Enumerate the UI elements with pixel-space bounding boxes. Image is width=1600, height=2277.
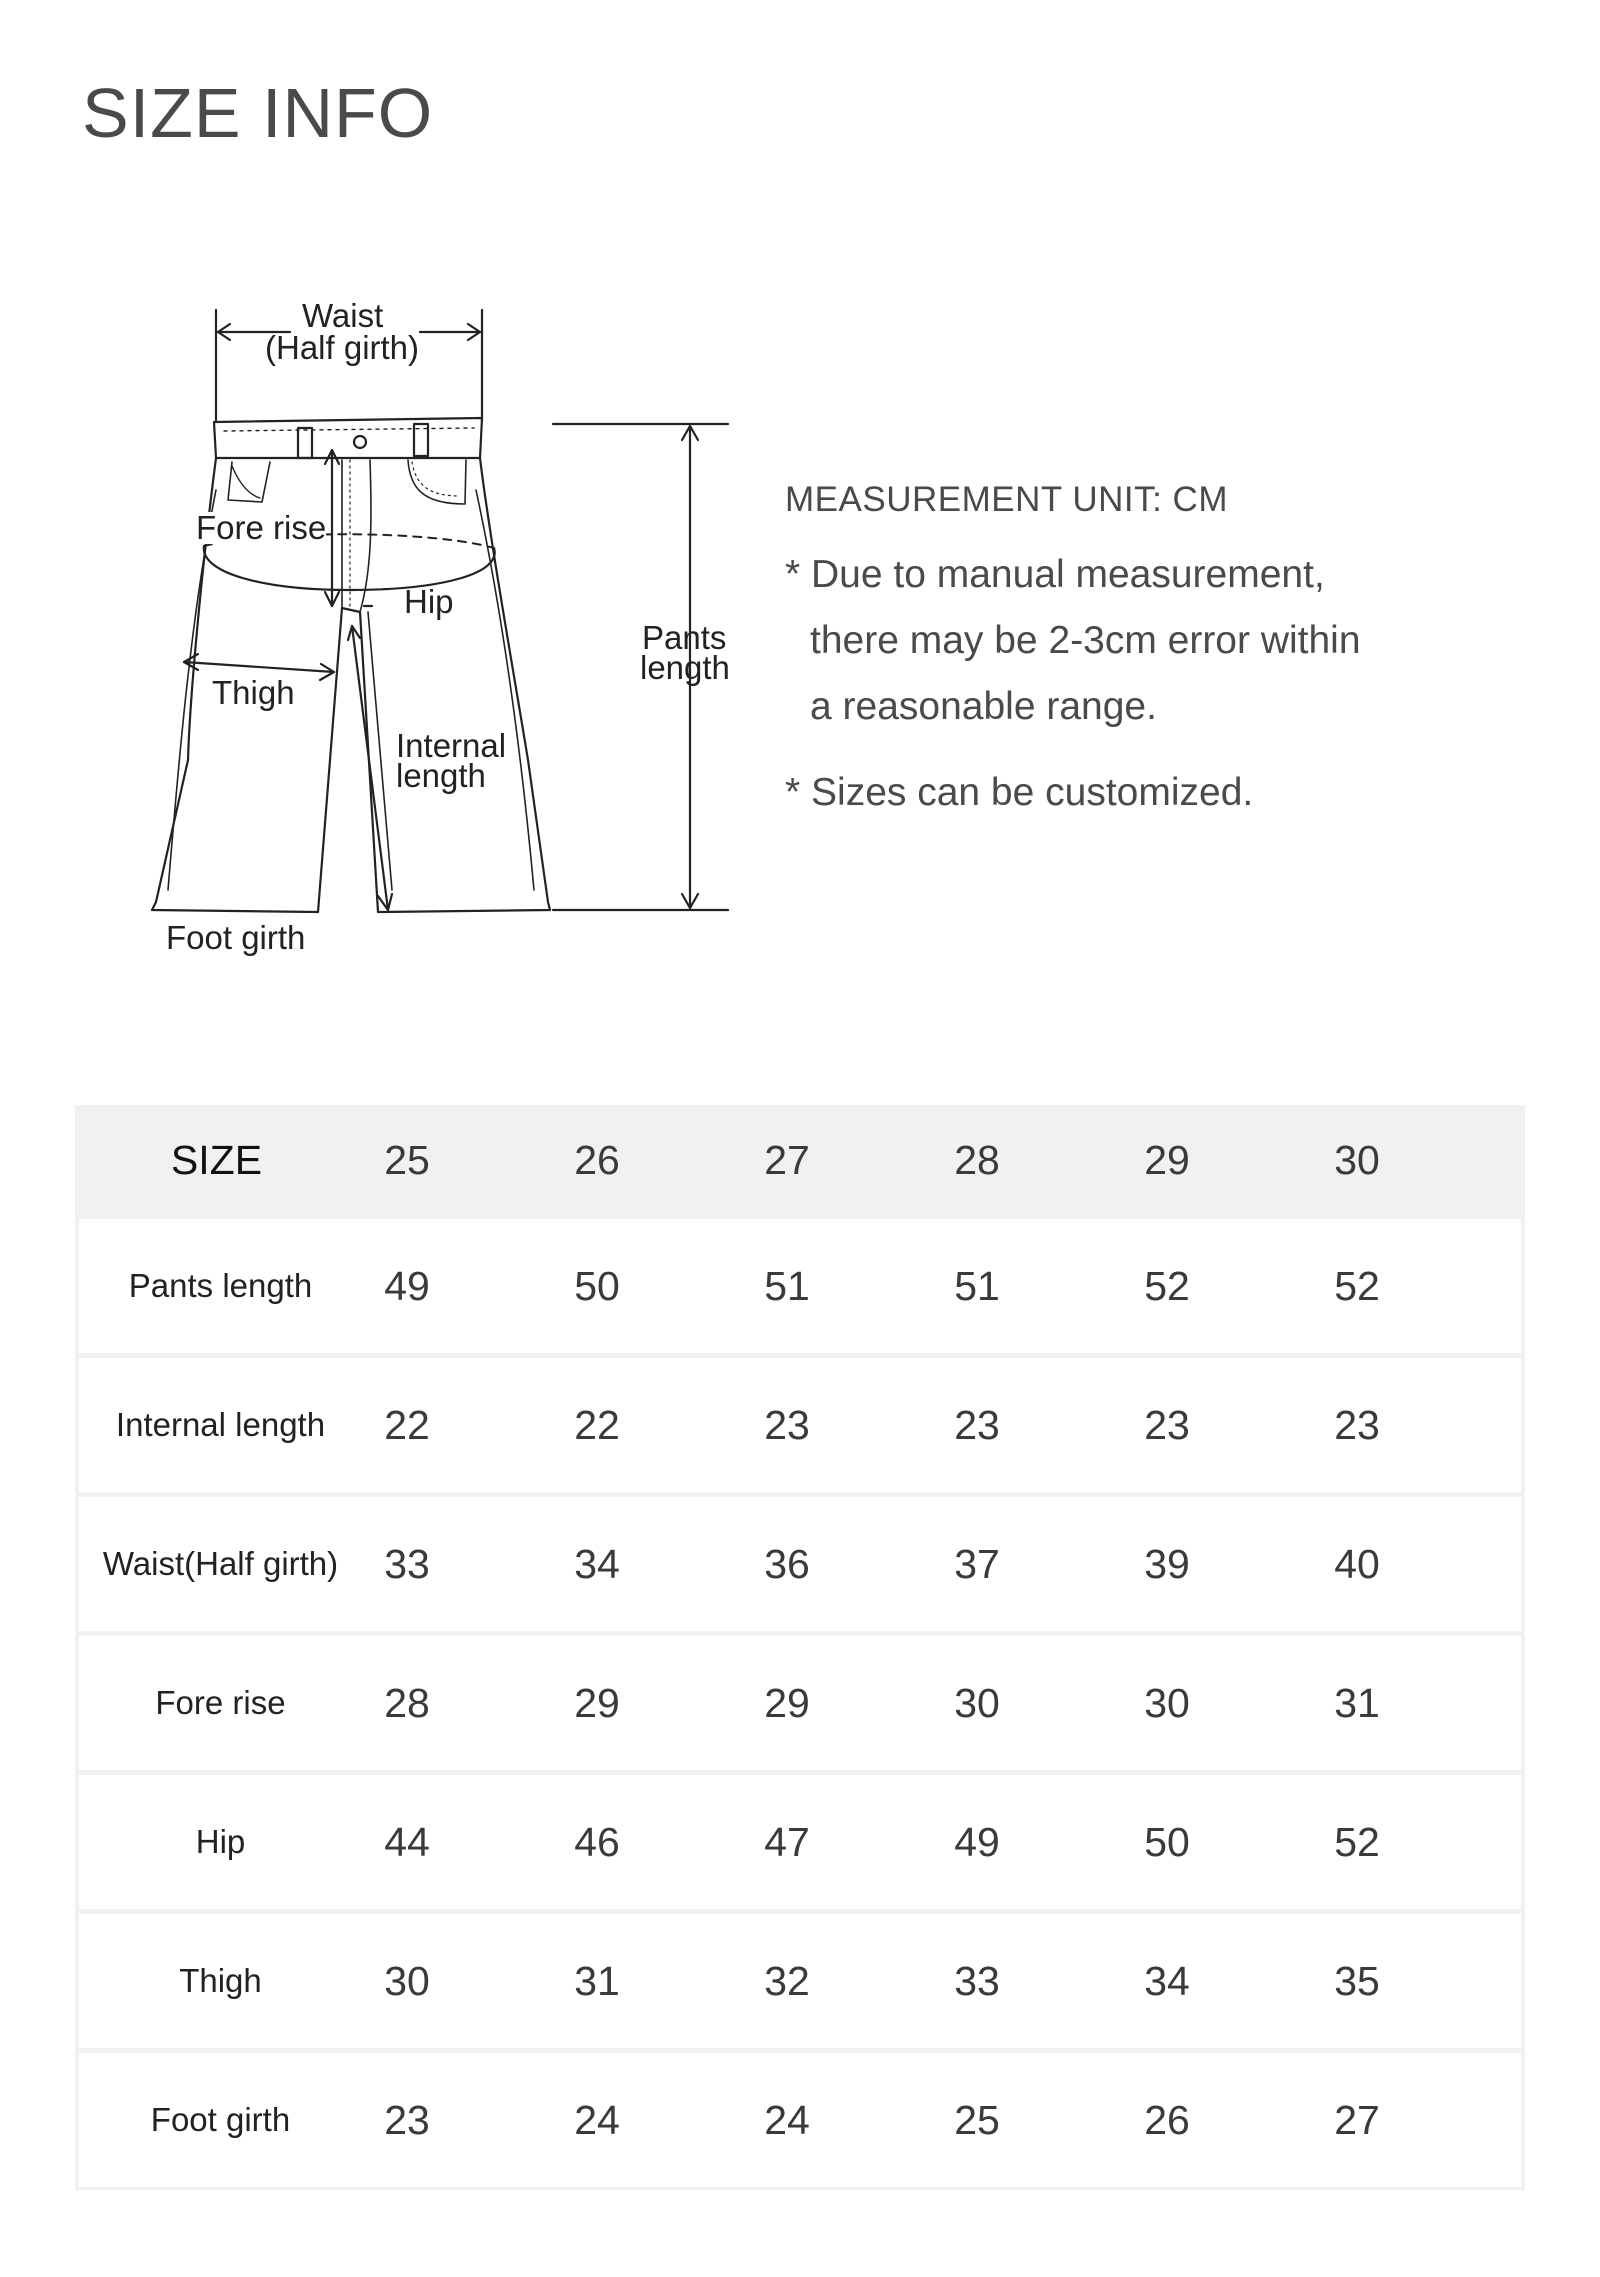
- table-cell: 44: [384, 1818, 430, 1865]
- row-label: Waist(Half girth): [102, 1545, 339, 1582]
- table-cell: 30: [954, 1679, 1000, 1726]
- table-cell: 28: [384, 1679, 430, 1726]
- table-cell: 47: [764, 1818, 810, 1865]
- internal-length-label-line2: length: [396, 757, 486, 794]
- table-cell: 52: [1144, 1262, 1190, 1309]
- table-cell: 35: [1334, 1957, 1380, 2004]
- table-cell: 23: [764, 1401, 810, 1448]
- header-size: 27: [764, 1136, 810, 1183]
- table-row: [79, 1914, 1521, 2048]
- customization-note: * Sizes can be customized.: [785, 771, 1254, 814]
- fore-rise-label: Fore rise: [196, 509, 327, 546]
- table-cell: 36: [764, 1540, 810, 1587]
- table-cell: 32: [764, 1957, 810, 2004]
- table-cell: 39: [1144, 1540, 1190, 1587]
- manual-measurement-note: [785, 542, 1505, 740]
- table-cell: 31: [1334, 1679, 1380, 1726]
- row-label: Hip: [195, 1823, 246, 1860]
- table-cell: 27: [1334, 2096, 1380, 2143]
- table-cell: 40: [1334, 1540, 1380, 1587]
- table-cell: 30: [384, 1957, 430, 2004]
- table-cell: 46: [574, 1818, 620, 1865]
- table-cell: 25: [954, 2096, 1000, 2143]
- row-label: Internal length: [115, 1406, 326, 1443]
- header-size: 30: [1334, 1136, 1380, 1183]
- table-cell: 49: [384, 1262, 430, 1309]
- size-table: [75, 1105, 1525, 2190]
- table-cell: 22: [384, 1401, 430, 1448]
- table-cell: 52: [1334, 1818, 1380, 1865]
- table-row: [79, 1497, 1521, 1631]
- table-row: [79, 1775, 1521, 1909]
- table-cell: 24: [764, 2096, 810, 2143]
- table-cell: 31: [574, 1957, 620, 2004]
- note-line: there may be 2-3cm error within: [810, 619, 1361, 662]
- table-cell: 26: [1144, 2096, 1190, 2143]
- pants-diagram: [120, 290, 780, 990]
- internal-length-label-line1: Internal: [396, 727, 507, 764]
- table-row: [79, 2053, 1521, 2187]
- pants-length-label-line1: Pants: [642, 619, 727, 656]
- row-label: Foot girth: [150, 2101, 291, 2138]
- page-title: SIZE INFO: [82, 74, 434, 152]
- table-cell: 30: [1144, 1679, 1190, 1726]
- table-row: [79, 1358, 1521, 1492]
- table-cell: 50: [1144, 1818, 1190, 1865]
- header-size: 25: [384, 1136, 430, 1183]
- table-cell: 22: [574, 1401, 620, 1448]
- row-label: Thigh: [179, 1962, 262, 1999]
- thigh-label: Thigh: [212, 674, 295, 711]
- table-cell: 23: [1334, 1401, 1380, 1448]
- table-cell: 51: [954, 1262, 1000, 1309]
- measurement-unit: MEASUREMENT UNIT: CM: [785, 480, 1228, 519]
- table-row: [79, 1219, 1521, 1353]
- table-header-row: [75, 1105, 1525, 1215]
- table-cell: 34: [1144, 1957, 1190, 2004]
- header-size: 26: [574, 1136, 620, 1183]
- table-cell: 29: [574, 1679, 620, 1726]
- table-cell: 23: [384, 2096, 430, 2143]
- measurement-notes: [785, 480, 1505, 826]
- row-label: Pants length: [128, 1267, 313, 1304]
- table-cell: 24: [574, 2096, 620, 2143]
- table-cell: 33: [384, 1540, 430, 1587]
- note-line: a reasonable range.: [810, 685, 1157, 728]
- table-cell: 29: [764, 1679, 810, 1726]
- table-cell: 52: [1334, 1262, 1380, 1309]
- table-cell: 23: [1144, 1401, 1190, 1448]
- table-cell: 51: [764, 1262, 810, 1309]
- table-cell: 33: [954, 1957, 1000, 2004]
- waist-sub-label: (Half girth): [265, 329, 420, 366]
- table-cell: 49: [954, 1818, 1000, 1865]
- table-cell: 50: [574, 1262, 620, 1309]
- pants-length-label-line2: length: [640, 649, 730, 686]
- header-size: 29: [1144, 1136, 1190, 1183]
- thigh-arrow: [184, 662, 334, 672]
- table-cell: 37: [954, 1540, 1000, 1587]
- note-line: * Due to manual measurement,: [785, 553, 1325, 596]
- waistband: [214, 418, 482, 458]
- table-cell: 23: [954, 1401, 1000, 1448]
- hip-label: Hip: [404, 583, 454, 620]
- header-size-label: SIZE: [170, 1136, 263, 1183]
- foot-girth-label: Foot girth: [166, 919, 306, 956]
- row-label: Fore rise: [155, 1684, 286, 1721]
- header-size: 28: [954, 1136, 1000, 1183]
- internal-length-arrow: [352, 626, 388, 910]
- table-row: [79, 1636, 1521, 1770]
- table-cell: 34: [574, 1540, 620, 1587]
- waist-label: Waist: [302, 297, 384, 334]
